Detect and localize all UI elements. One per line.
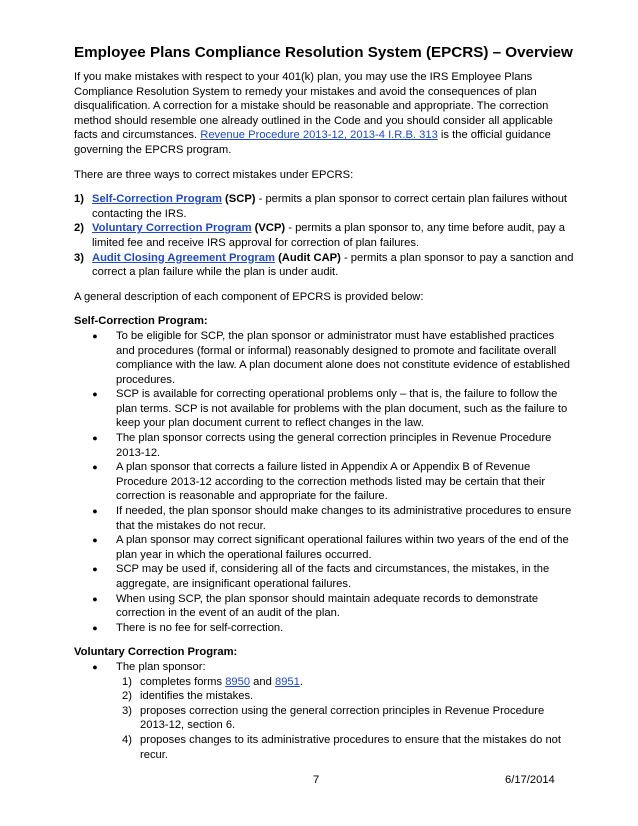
list-item: ● The plan sponsor corrects using the general correction principles in Revenue Procedure 2013-12. [74,431,574,460]
program-number: 1) [74,193,84,206]
list-item: ● To be eligible for SCP, the plan sponsor or administrator must have established practices and procedures (formal or informal) reasonably designed to promote and facilitate overall compliance with the law. A plan document alone does not constitute evidence of established procedures. [74,329,574,387]
list-item: 3) proposes correction using the general correction principles in Revenue Procedure 2013-12, section 6. [122,704,545,732]
list-item: ● SCP is available for correcting operational problems only – that is, the failure to follow the plan terms. SCP is not available for problems with the plan document, such as the failure to keep your plan document current to reflect changes in the law. [74,387,574,431]
program-number: 2) [74,222,84,235]
voluntary-correction-program-link[interactable]: Voluntary Correction Program [92,222,252,235]
form-8951-link[interactable]: 8951 [274,675,300,688]
bullet-icon: ● [92,661,98,672]
list-item: ● When using SCP, the plan sponsor should maintain adequate records to demonstrate correction in the event of an audit of the plan. [74,592,574,621]
program-abbr: (Audit CAP) [274,251,341,264]
list-item: 1) completes forms 8950 and 8951. [122,675,303,688]
program-desc: - permits a plan sponsor to, any time before audit, pay a limited fee and receive IRS approval for correction of plan failures. [92,222,565,249]
bullet-icon: ● [92,535,98,546]
three-ways-text: There are three ways to correct mistakes under EPCRS: [74,168,354,181]
revenue-procedure-link[interactable]: Revenue Procedure 2013-12, 2013-4 I.R.B. 313 [200,129,438,142]
self-correction-program-link[interactable]: Self-Correction Program [92,193,222,206]
scp-heading: Self-Correction Program: [74,315,208,328]
bullet-icon: ● [92,462,98,473]
document-body [74,70,574,762]
general-description-text: A general description of each component of EPCRS is provided below: [74,290,424,303]
program-number: 3) [74,251,84,264]
list-item: 4) proposes changes to its administrative procedures to ensure that the mistakes do not recur. [122,733,562,761]
program-item-vcp [74,221,574,250]
audit-closing-agreement-program-link[interactable]: Audit Closing Agreement Program [92,251,275,264]
bullet-icon: ● [92,433,98,444]
scp-bullet-list [74,329,574,635]
program-item-scp [74,192,574,221]
form-8950-link[interactable]: 8950 [225,675,251,688]
footer-date: 6/17/2014 [505,774,555,786]
page-number: 7 [313,774,320,786]
intro-text-2: is the official guidance governing the EPCRS program. [74,129,551,156]
program-desc: - permits a plan sponsor to pay a sanction and correct a plan failure while the plan is under audit. [92,251,574,279]
bullet-icon: ● [92,506,98,517]
bullet-icon: ● [92,389,98,400]
program-item-audit-cap [74,251,574,280]
vcp-steps-list [74,675,574,763]
bullet-icon: ● [92,593,98,604]
bullet-icon: ● [92,564,98,575]
list-item: ● A plan sponsor may correct significant operational failures within two years of the end of the plan year in which the operational failures occurred. [74,533,574,562]
program-desc: - permits a plan sponsor to correct certain plan failures without contacting the IRS. [92,193,568,220]
list-item: ● There is no fee for self-correction. [74,621,574,636]
program-abbr: (VCP) [251,222,286,235]
list-item: 2) identifies the mistakes. [122,690,254,703]
intro-text-1: If you make mistakes with respect to your 401(k) plan, you may use the IRS Employee Plans Compliance Resolution System to remedy your mistakes and avoid the consequences of plan disqualification. A correction for a mistake should be reasonable and appropriate. The correction method should resemble one already outlined in the Code and you should consider all applicable facts and circumstances. [74,71,553,142]
list-item: ● SCP may be used if, considering all of the facts and circumstances, the mistakes, in the aggregate, are insignificant operational failures. [74,562,574,591]
vcp-heading: Voluntary Correction Program: [74,646,238,659]
programs-list [74,192,574,280]
list-item: ● The plan sponsor: [74,660,574,675]
page-title: Employee Plans Compliance Resolution System (EPCRS) – Overview [74,44,573,61]
bullet-icon: ● [92,330,98,341]
vcp-bullet-list [74,660,574,675]
program-abbr: (SCP) [221,193,256,206]
bullet-icon: ● [92,622,98,633]
list-item: ● A plan sponsor that corrects a failure listed in Appendix A or Appendix B of Revenue Procedure 2013-12 according to the correction methods listed may be certain that their correction is reasonable and appropriate for the failure. [74,460,574,504]
intro-paragraph [74,70,574,158]
list-item: ● If needed, the plan sponsor should make changes to its administrative procedures to ensure that the mistakes do not recur. [74,504,574,533]
